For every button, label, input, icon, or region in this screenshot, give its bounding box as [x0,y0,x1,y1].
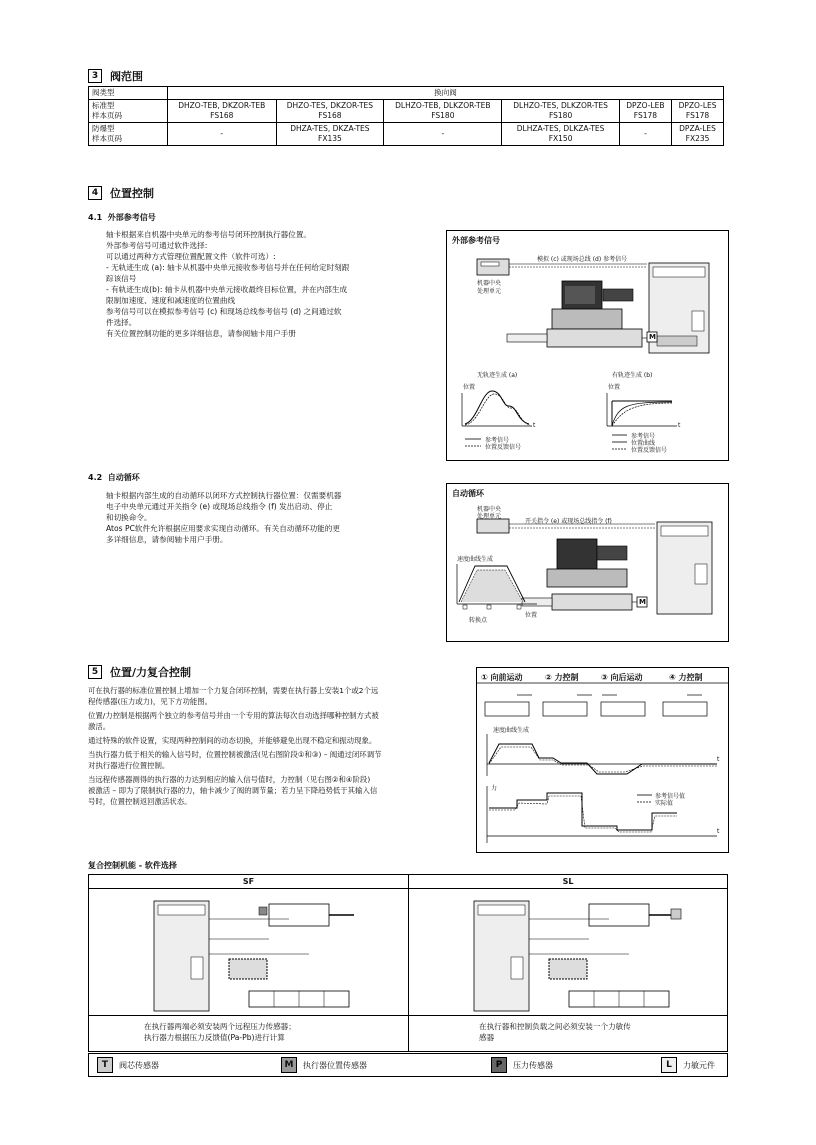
legend-label: 参考信号值 [655,793,686,800]
caption-line: 在执行器两端必须安装两个远程压力传感器； [144,1022,296,1031]
catalog-page: FS180 [431,111,455,120]
legend-label: 位置反馈信号 [631,447,668,454]
external-reference-drawing [447,231,728,460]
sl-schematic [409,889,727,1015]
legend-key: L [661,1057,677,1073]
catalog-page: FX135 [318,134,342,143]
valve-model: DHZO-TES, DKZOR-TES [286,101,374,110]
diagram-title: 外部参考信号 [452,236,500,245]
paragraph-line: 号时，位置控制返回激活状态。 [88,797,192,806]
section-4-header [88,185,154,201]
section-5-header [88,664,191,680]
paragraph-line: 当远程传感器测得的执行器的力达到相应的输入信号值时，力控制（见右图②和④阶段) [88,775,371,784]
legend-text: 力敏元件 [683,1060,715,1070]
subsection-4-1-header [88,212,156,223]
phase-label: ④ 力控制 [669,673,703,682]
row-label: 防爆型 [92,124,115,133]
subsection-4-2-header [88,472,140,483]
table-row [89,123,724,146]
row-divider [89,1015,727,1016]
position-force-diagram [476,667,729,853]
paragraph-line: 多详细信息，请参阅轴卡用户手册。 [106,535,228,544]
paragraph-line: 可在执行器的标准位置控制上增加一个力复合闭环控制，需要在执行器上安装1个或2个远 [88,686,379,695]
legend-label: 位置反馈信号 [485,444,522,451]
external-reference-diagram [446,230,729,461]
time-axis-label: t [717,828,720,835]
central-unit-label: 机器中央 [477,506,502,513]
sf-caption [144,1021,296,1043]
section-3-header [88,68,143,84]
paragraph-line: - 无轨迹生成 (a): 轴卡从机器中央单元接收参考信号并在任何给定时刻跟 [106,263,350,272]
legend-text: 执行器位置传感器 [303,1060,367,1070]
valve-model: DPZA-LES [679,124,716,133]
paragraph-line: 通过特殊的软件设置，实现两种控制间的动态切换，并能够避免出现不稳定和振动现象。 [88,736,377,745]
caption-line: 执行器力根据压力反馈值(Pa-Pb)进行计算 [144,1033,285,1042]
legend-item-load-cell [661,1057,715,1073]
catalog-page: FS178 [633,111,658,120]
valve-model: DHZA-TES, DKZA-TES [290,124,370,133]
phase-label: ③ 向后运动 [601,673,643,682]
section-number: 3 [88,69,102,83]
paragraph-line: 轴卡根据内部生成的自动循环以闭环方式控制执行器位置：仅需要机器 [106,491,342,500]
m-sensor-label: M [639,598,646,606]
valve-model: DLHZO-TEB, DLKZOR-TEB [395,101,491,110]
legend-label: 实际值 [655,800,674,807]
subsection-title: 外部参考信号 [107,213,156,222]
paragraph-line: Atos PC软件允许根据应用要求实现自动循环。有关自动循环功能的更 [106,524,340,533]
position-force-drawing [477,668,728,852]
catalog-page: FS168 [318,111,342,120]
sf-schematic [89,889,408,1015]
paragraph-line: 件选择。 [106,318,137,327]
valve-model: - [644,129,647,138]
table-header-row [89,87,724,100]
paragraph-line: 轴卡根据来自机器中央单元的参考信号闭环控制执行器位置。 [106,230,312,239]
central-unit-label: 机器中央 [477,280,502,287]
paragraph-line: 外部参考信号可通过软件选择: [106,241,208,250]
section-number: 5 [88,665,102,679]
paragraph-line: 程传感器(压力或力)，见下方功能图。 [88,697,213,706]
catalog-page: FS180 [548,111,573,120]
legend-item-spool-sensor [97,1057,159,1073]
legend-item-position-sensor [281,1057,367,1073]
paragraph-line: 踪该信号 [106,274,137,283]
section-5-text [88,685,381,807]
diagram-title: 自动循环 [452,489,484,498]
table-row [89,100,724,123]
subsection-number: 4.1 [88,213,103,222]
compound-control-table [88,874,728,1052]
paragraph-line: 对执行器进行位置控制。 [88,761,170,770]
legend-label: 位置曲线 [631,440,656,447]
legend-key: T [97,1057,113,1073]
subsection-4-2-text [106,490,341,545]
paragraph-line: 参考信号可以在模拟参考信号 (c) 和现场总线参考信号 (d) 之间通过软 [106,307,342,316]
caption-line: 在执行器和控制负载之间必须安装一个力敏传 [479,1022,631,1031]
paragraph-line: 电子中央单元通过开关指令 (e) 或现场总线指令 (f) 发出启动、停止 [106,502,333,511]
time-axis-label: t [717,756,720,763]
with-trajectory-label: 有轨迹生成 (b) [612,372,653,379]
central-unit-label: 处理单元 [477,288,502,295]
position-label: 位置 [525,612,538,619]
paragraph-line: 可以通过两种方式管理位置配置文件（软件可选）: [106,252,276,261]
legend-label: 参考信号 [631,433,656,440]
catalog-page: FX235 [685,134,710,143]
subsection-title: 自动循环 [107,473,140,482]
sensor-legend [88,1053,728,1077]
section-number: 4 [88,186,102,200]
valve-model: DLHZA-TES, DLKZA-TES [516,124,605,133]
table-header-value: 换向阀 [168,87,724,100]
signal-label: 开关指令 (e) 或现场总线指令 (f) [525,518,612,525]
catalog-page: FS178 [685,111,710,120]
compound-control-title: 复合控制机能 - 软件选择 [88,861,177,870]
paragraph-line: 被激活 – 即为了限制执行器的力，轴卡减少了阀的调节量；若力呈下降趋势低于其输入信 [88,786,378,795]
signal-label: 模拟 (c) 或现场总线 (d) 参考信号 [537,256,628,263]
position-axis-label: 位置 [463,384,476,391]
subsection-4-1-text [106,229,349,339]
subsection-number: 4.2 [88,473,103,482]
paragraph-line: 有关位置控制功能的更多详细信息，请参阅轴卡用户手册 [106,329,296,338]
caption-line: 感器 [479,1033,495,1042]
paragraph-line: 激活。 [88,722,111,731]
paragraph-line: 和切换命令。 [106,513,152,522]
valve-model: DPZO-LEB [626,101,665,110]
legend-text: 阀芯传感器 [119,1060,159,1070]
position-axis-label: 位置 [608,384,621,391]
section-title: 位置/力复合控制 [110,666,192,679]
paragraph-line: 当执行器力低于相关的输入信号时，位置控制被激活(见右图阶段①和③) – 阀通过闭环调节 [88,750,382,759]
central-unit-label: 处理单元 [477,513,502,520]
table-header-label: 阀类型 [89,87,168,100]
valve-model: DPZO-LES [678,101,717,110]
paragraph-line: 位置/力控制是根据两个独立的参考信号并由一个专用的算法每次自动选择哪种控制方式被 [88,711,379,720]
speed-profile-label: 速度曲线生成 [457,556,494,563]
sf-header: SF [89,875,409,889]
legend-item-pressure-sensor [491,1057,553,1073]
row-label: 标准型 [92,101,115,110]
catalog-page: FS168 [210,111,234,120]
catalog-page: FX150 [548,134,573,143]
time-axis-label: t [533,422,536,429]
sl-caption [479,1021,631,1043]
switch-point-label: 转换点 [469,617,488,624]
time-axis-label: t [678,422,681,429]
row-sublabel: 样本页码 [92,134,122,143]
legend-key: M [281,1057,297,1073]
sl-header: SL [409,875,727,889]
section-title: 阀范围 [110,70,143,83]
valve-range-table [88,86,724,146]
phase-label: ② 力控制 [545,673,579,682]
m-sensor-label: M [649,333,656,341]
auto-cycle-diagram [446,483,729,642]
valve-model: - [441,129,445,138]
section-title: 位置控制 [110,187,154,200]
valve-model: - [220,129,224,138]
phase-label: ① 向前运动 [481,673,523,682]
legend-key: P [491,1057,507,1073]
legend-text: 压力传感器 [513,1060,553,1070]
paragraph-line: - 有轨迹生成(b): 轴卡从机器中央单元接收最终目标位置，并在内部生成 [106,285,348,294]
valve-model: DHZO-TEB, DKZOR-TEB [178,101,266,110]
paragraph-line: 限制加速度、速度和减速度的位置曲线 [106,296,236,305]
no-trajectory-label: 无轨迹生成 (a) [477,372,518,379]
force-axis-label: 力 [491,785,498,792]
legend-label: 参考信号 [485,437,510,444]
valve-model: DLHZO-TES, DLKZOR-TES [513,101,608,110]
speed-profile-label: 速度曲线生成 [493,727,530,734]
row-sublabel: 样本页码 [92,111,122,120]
